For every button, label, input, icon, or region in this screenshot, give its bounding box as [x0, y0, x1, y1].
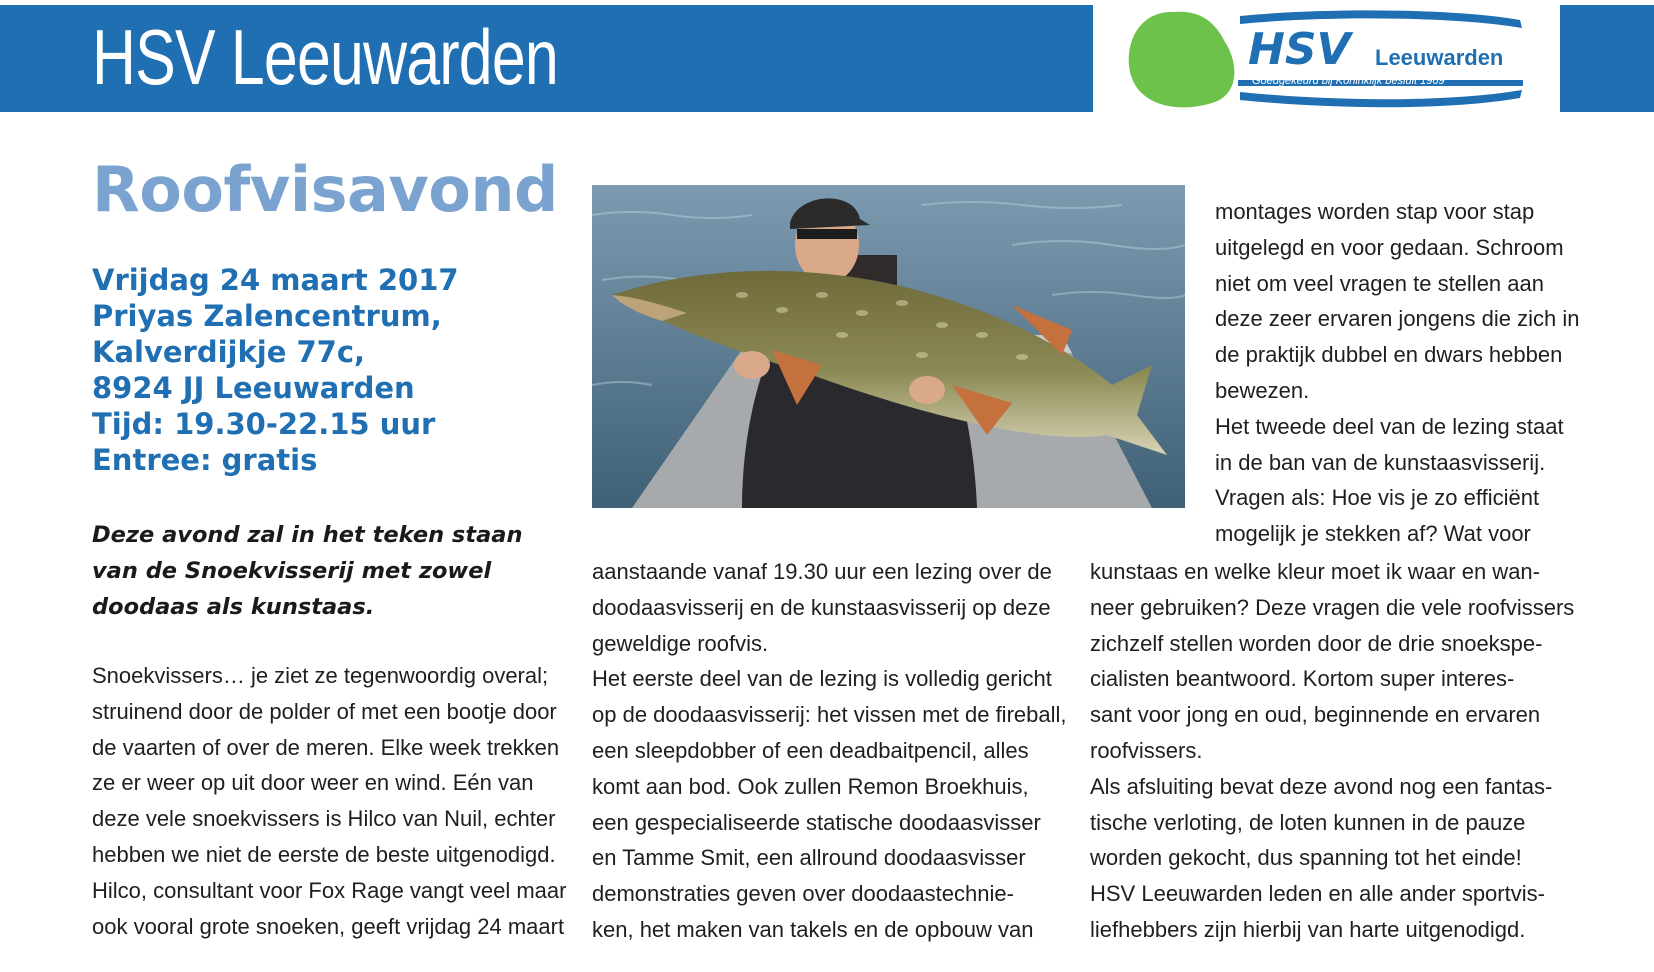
body-line: Als afsluiting bevat deze avond nog een fantas-	[1090, 773, 1553, 799]
header-banner-right	[1560, 5, 1654, 112]
body-line: tische verloting, de loten kunnen in de pauze	[1090, 809, 1526, 835]
intro-line: Deze avond zal in het teken staan	[92, 522, 523, 548]
body-line: montages worden stap voor stap	[1215, 199, 1535, 224]
body-line: demonstraties geven over doodaastechnie-	[592, 881, 1014, 907]
body-line: struinend door de polder of met een bootje door	[92, 698, 557, 724]
event-details	[92, 262, 532, 478]
body-column-3-bottom	[1090, 554, 1575, 948]
intro-line: van de Snoekvisserij met zowel	[92, 558, 492, 584]
body-column-1	[92, 658, 567, 944]
body-line: Vragen als: Hoe vis je zo efficiënt	[1215, 485, 1540, 511]
body-line: geweldige roofvis.	[592, 630, 769, 656]
intro-line: doodaas als kunstaas.	[92, 594, 375, 620]
logo-tagline: Goedgekeurd bij Koninklijk besluit 1969	[1252, 75, 1445, 87]
body-column-2	[592, 554, 1092, 948]
body-line: zichzelf stellen worden door de drie snoekspe-	[1090, 630, 1543, 656]
hsv-logo	[1120, 2, 1540, 117]
body-line: de vaarten of over de meren. Elke week trekken	[92, 734, 560, 760]
body-line: mogelijk je stekken af? Wat voor	[1215, 521, 1531, 547]
body-line: bewezen.	[1215, 377, 1310, 403]
body-column-3-top	[1215, 194, 1615, 552]
body-line: roofvissers.	[1090, 737, 1203, 763]
body-line: neer gebruiken? Deze vragen die vele roofvissers	[1090, 594, 1575, 620]
event-date: Vrijdag 24 maart 2017	[92, 263, 459, 297]
logo-wordmark: HSV	[1248, 24, 1351, 75]
body-line: ze er weer op uit door weer en wind. Eén van	[92, 770, 534, 796]
body-line: deze zeer ervaren jongens die zich in	[1215, 306, 1580, 332]
article-intro	[92, 517, 532, 625]
event-entree: Entree: gratis	[92, 443, 318, 477]
body-line: ken, het maken van takels en de opbouw van	[592, 916, 1034, 942]
body-line: Snoekvissers… je ziet ze tegenwoordig overal;	[92, 663, 549, 688]
body-line: komt aan bod. Ook zullen Remon Broekhuis,	[592, 773, 1029, 799]
body-line: ook vooral grote snoeken, geeft vrijdag 24 maart	[92, 913, 565, 939]
pike-photo	[592, 185, 1185, 508]
body-line: in de ban van de kunstaasvisserij.	[1215, 449, 1546, 475]
body-line: liefhebbers zijn hierbij van harte uitgenodigd.	[1090, 916, 1526, 942]
body-line: hebben we niet de eerste de beste uitgenodigd.	[92, 841, 556, 867]
body-line: een gespecialiseerde statische doodaasvisser	[592, 809, 1041, 835]
event-street: Kalverdijkje 77c,	[92, 335, 366, 369]
event-time: Tijd: 19.30-22.15 uur	[92, 407, 436, 441]
page-title: HSV Leeuwarden	[92, 13, 558, 101]
body-line: uitgelegd en voor gedaan. Schroom	[1215, 234, 1564, 260]
body-line: aanstaande vanaf 19.30 uur een lezing over de	[592, 559, 1052, 584]
body-line: kunstaas en welke kleur moet ik waar en wan-	[1090, 559, 1540, 584]
logo-city: Leeuwarden	[1375, 45, 1504, 70]
body-line: HSV Leeuwarden leden en alle ander sportvis-	[1090, 881, 1545, 907]
body-line: worden gekocht, dus spanning tot het einde!	[1090, 845, 1522, 871]
body-line: sant voor jong en oud, beginnende en ervaren	[1090, 702, 1541, 728]
body-line: de praktijk dubbel en dwars hebben	[1215, 342, 1563, 368]
body-line: deze vele snoekvissers is Hilco van Nuil, echter	[92, 806, 556, 832]
event-venue: Priyas Zalencentrum,	[92, 299, 442, 333]
body-line: Hilco, consultant voor Fox Rage vangt veel maar	[92, 877, 567, 903]
body-line: een sleepdobber of een deadbaitpencil, alles	[592, 737, 1029, 763]
article-headline: Roofvisavond	[92, 153, 558, 226]
body-line: doodaasvisserij en de kunstaasvisserij op deze	[592, 594, 1051, 620]
body-line: cialisten beantwoord. Kortom super interes-	[1090, 666, 1515, 692]
body-line: niet om veel vragen te stellen aan	[1215, 270, 1544, 296]
body-line: en Tamme Smit, een allround doodaasvisser	[592, 845, 1026, 871]
body-line: Het eerste deel van de lezing is volledig gericht	[592, 666, 1052, 692]
event-city: 8924 JJ Leeuwarden	[92, 371, 415, 405]
body-line: Het tweede deel van de lezing staat	[1215, 413, 1564, 439]
body-line: op de doodaasvisserij: het vissen met de fireball,	[592, 702, 1067, 728]
